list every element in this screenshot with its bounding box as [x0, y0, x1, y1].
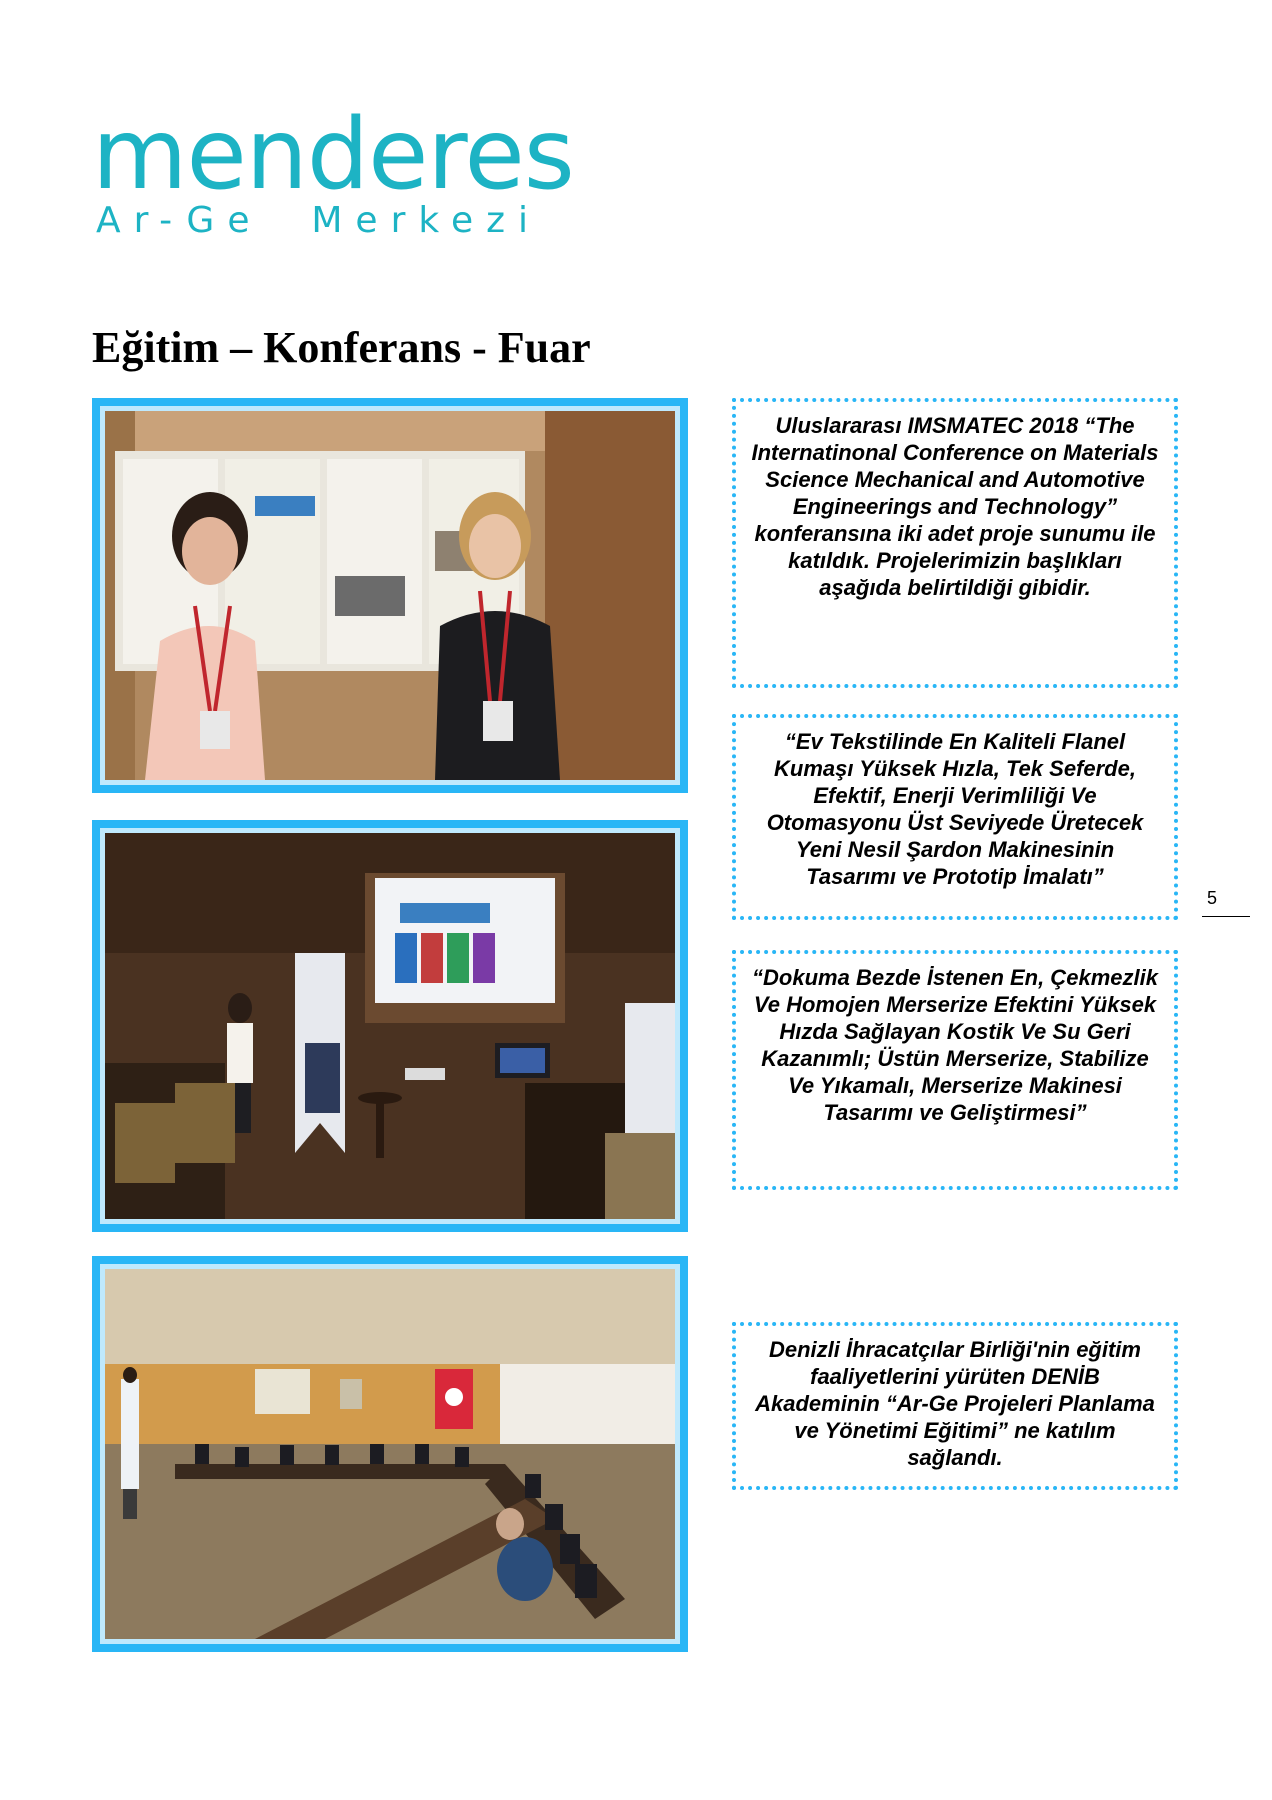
logo-subtitle: Ar-Ge Merkezi [96, 200, 541, 241]
callout-project-sardon [732, 714, 1178, 920]
callout-imsmatec-text: Uluslararası IMSMATEC 2018 “The Internatinonal Conference on Materials Science Mechanical and Automotive Engineerings and Technology” konferansına iki adet proje sunumu ile katıldık. Projelerimizin başlıkları aşağıda belirtildiği gibidir. [751, 413, 1159, 600]
page-heading: Eğitim – Konferans - Fuar [92, 323, 591, 372]
page-number-rule [1202, 916, 1250, 917]
logo-wordmark: menderes [92, 98, 574, 212]
photo-presentation [92, 820, 688, 1232]
callout-denib-training [732, 1322, 1178, 1490]
page-number: 5 [1207, 888, 1218, 908]
callout-imsmatec [732, 398, 1178, 688]
callout-project-merserize-text: “Dokuma Bezde İstenen En, Çekmezlik Ve Homojen Merserize Efektini Yüksek Hızda Sağlayan Kostik Ve Su Geri Kazanımlı; Üstün Merserize, Stabilize Ve Yıkamalı, Merserize Makinesi Tasarımı ve Geliştirmesi” [752, 965, 1158, 1125]
photo-poster-session [92, 398, 688, 793]
training-photo [105, 1269, 675, 1639]
company-logo [92, 98, 574, 241]
callout-project-merserize [732, 950, 1178, 1190]
callout-project-sardon-text: “Ev Tekstilinde En Kaliteli Flanel Kumaşı Yüksek Hızla, Tek Seferde, Efektif, Enerji Verimliliği Ve Otomasyonu Üst Seviyede Üretecek Yeni Nesil Şardon Makinesinin Tasarımı ve Prototip İmalatı” [766, 729, 1144, 889]
photo-training [92, 1256, 688, 1652]
poster-session-photo [105, 411, 675, 780]
callout-denib-training-text: Denizli İhracatçılar Birliği'nin eğitim faaliyetlerini yürüten DENİB Akademinin “Ar-Ge Projeleri Planlama ve Yönetimi Eğitimi” ne katılım sağlandı. [755, 1337, 1155, 1470]
presentation-photo [105, 833, 675, 1219]
